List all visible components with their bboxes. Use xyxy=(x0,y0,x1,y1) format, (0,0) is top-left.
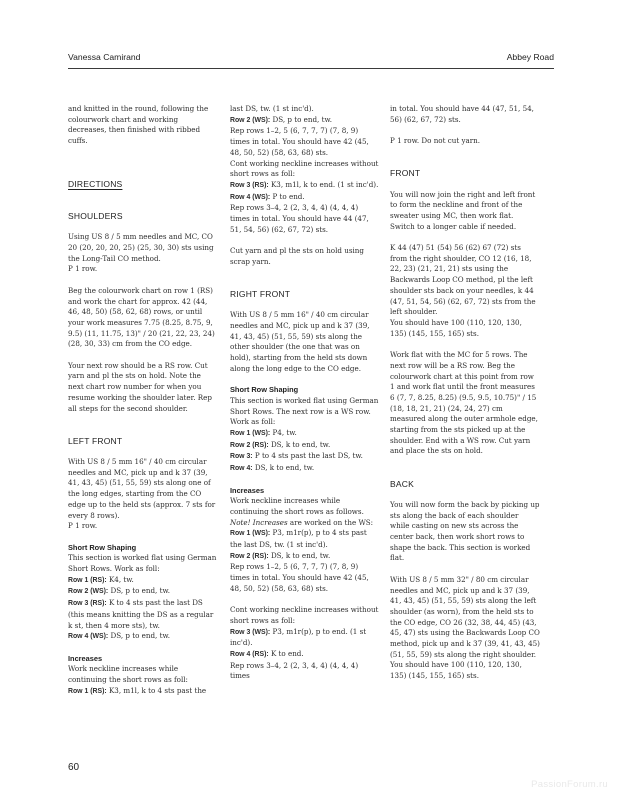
continue-instruction: Cont working neckline increases without short rows as foll: xyxy=(230,158,379,179)
row-text: K3, m1l, k to 4 sts past the xyxy=(106,685,207,695)
row-text: K3, m1l, k to end. (1 st inc'd). xyxy=(268,179,379,189)
short-row-intro: This section is worked flat using German Short Rows. The next row is a WS row. Work as foll: xyxy=(230,395,379,427)
row-text: P3, m1r(p), p to end. (1 st inc'd). xyxy=(230,626,367,648)
directions-heading: DIRECTIONS xyxy=(68,178,123,189)
short-row-intro: This section is worked flat using German Short Rows. Work as foll: xyxy=(68,553,217,574)
shoulders-purl-row: P 1 row. xyxy=(68,264,98,274)
row-instruction xyxy=(68,631,218,643)
designer-name: Vanessa Camirand xyxy=(68,52,141,62)
left-front-paragraph: With US 8 / 5 mm 16" / 40 cm circular needles and MC, pick up and k 37 (39, 41, 43, 45) (51, 55, 59) sts along one of the long edges, starting from the CO edge up to the held sts (approx. 7 sts for every 8 rows). xyxy=(68,457,216,520)
left-front-purl-row: P 1 row. xyxy=(68,521,98,531)
row-text: P4, tw. xyxy=(270,428,297,438)
increases-text: Work neckline increases while continuing the short rows as follows. xyxy=(230,496,364,516)
row-instruction xyxy=(230,463,380,475)
front-heading: FRONT xyxy=(390,168,421,179)
pattern-name: Abbey Road xyxy=(506,52,554,62)
row-label: Row 3: xyxy=(230,453,253,461)
repeat-instruction: Rep rows 1–2, 5 (6, 7, 7, 7) (7, 8, 9) times in total. You should have 42 (45, 48, 50, 52) (58, 63, 68) sts. xyxy=(230,562,369,593)
row-instruction xyxy=(68,686,218,698)
row-label: Row 2 (WS): xyxy=(230,116,271,124)
row-instruction xyxy=(230,528,380,550)
column-2 xyxy=(230,104,380,682)
row-text: DS, p to end, tw. xyxy=(270,114,332,124)
increases-heading: Increases xyxy=(230,485,265,495)
row-instruction xyxy=(230,428,380,440)
column-3 xyxy=(390,104,540,682)
increases-text: are worked on the WS: xyxy=(287,517,374,527)
short-row-shaping-heading: Short Row Shaping xyxy=(230,385,299,395)
page-number: 60 xyxy=(68,762,80,773)
row-label: Row 4: xyxy=(230,465,253,473)
row-instruction xyxy=(230,192,380,204)
row-label: Row 1 (RS): xyxy=(68,687,107,695)
row-label: Row 1 (RS): xyxy=(68,576,107,584)
increases-intro: Work neckline increases while continuing the short rows as foll: xyxy=(68,664,188,685)
row-instruction xyxy=(68,598,218,631)
row-label: Row 4 (WS): xyxy=(68,633,109,641)
short-row-shaping-heading: Short Row Shaping xyxy=(68,542,137,552)
row-text: DS, k to end, tw. xyxy=(268,550,331,560)
column-1 xyxy=(68,104,218,698)
continued-text: last DS, tw. (1 st inc'd). xyxy=(230,104,314,113)
row-label: Row 3 (WS): xyxy=(230,628,271,636)
shoulders-heading: SHOULDERS xyxy=(68,210,123,221)
back-pickup-paragraph: With US 8 / 5 mm 32" / 80 cm circular needles and MC, pick up and k 37 (39, 41, 43, 45) (51, 55, 59) sts along the left shoulder (as worn), from the held sts to the CO edge, CO 26 (32, 38, 44, 45) (43, 45, 47) sts using the Backwards Loop CO method, pick up and k 37 (39, 41, 43, 45) (51, 55, 59) sts along the right shoulder. You should have 100 (110, 120, 130, 135) (145, 155, 165) sts. xyxy=(390,574,540,681)
row-instruction xyxy=(230,180,380,192)
left-front-heading: LEFT FRONT xyxy=(68,435,123,446)
back-intro-paragraph: You will now form the back by picking up sts along the back of each shoulder while casting on new sts across the center back, then work short rows to shape the back. This section is worked flat. xyxy=(390,499,540,563)
row-instruction xyxy=(230,649,380,661)
row-instruction xyxy=(68,575,218,587)
row-label: Row 3 (RS): xyxy=(230,181,269,189)
increases-intro xyxy=(230,496,380,528)
row-text: DS, k to end, tw. xyxy=(252,463,315,473)
row-instruction xyxy=(230,440,380,452)
back-heading: BACK xyxy=(390,478,414,489)
front-knit-paragraph: K 44 (47) 51 (54) 56 (62) 67 (72) sts from the right shoulder, CO 12 (16, 18, 22, 23) (21, 21, 21) sts using the Backwards Loop CO method, pl the left shoulder sts back on your needles, k 44 (47, 51, 54, 56) (62, 67, 72) sts from the left shoulder. xyxy=(390,243,536,317)
row-label: Row 1 (WS): xyxy=(230,430,271,438)
row-text: P3, m1r(p), p to 4 sts past the last DS, tw. (1 st inc'd). xyxy=(230,528,367,550)
row-label: Row 1 (WS): xyxy=(230,530,271,538)
row-instruction xyxy=(68,586,218,598)
shoulders-chart-paragraph: Beg the colourwork chart on row 1 (RS) and work the chart for approx. 42 (44, 46, 48, 50) (58, 62, 68) rows, or until your work measures 7.75 (8.25, 8.75, 9, 9.5) (11, 11.75, 13)" / 20 (21, 22, 23, 24) (28, 30, 33) cm from the CO edge. xyxy=(68,285,215,349)
row-label: Row 2 (RS): xyxy=(230,552,269,560)
row-instruction xyxy=(230,627,380,649)
row-instruction xyxy=(230,451,380,463)
intro-paragraph: and knitted in the round, following the colourwork chart and working decreases, then finished with ribbed cuffs. xyxy=(68,104,209,146)
shoulders-paragraph: Using US 8 / 5 mm needles and MC, CO 20 (20, 20, 20, 25) (25, 30, 30) sts using the Long-Tail CO method. xyxy=(68,232,214,263)
row-text: P to end. xyxy=(270,191,305,201)
right-front-paragraph: With US 8 / 5 mm 16" / 40 cm circular needles and MC, pick up and k 37 (39, 41, 43, 45) (51, 55, 59) sts along the other shoulder (the one that was on hold), starting from the held sts down along the long edge to the CO edge. xyxy=(230,310,370,373)
row-label: Row 2 (WS): xyxy=(68,588,109,596)
increases-heading: Increases xyxy=(68,653,103,663)
row-label: Row 4 (RS): xyxy=(230,651,269,659)
purl-row-instruction: P 1 row. Do not cut yarn. xyxy=(390,136,481,146)
header-rule xyxy=(68,68,554,69)
front-join-paragraph: You will now join the right and left front to form the neckline and front of the sweater using MC, then work flat. Switch to a longer cable if needed. xyxy=(390,189,536,231)
note-text: Note! Increases xyxy=(230,517,288,527)
row-text: DS, k to end, tw. xyxy=(268,439,331,449)
repeat-instruction: Rep rows 3–4, 2 (2, 3, 4, 4) (4, 4, 4) times xyxy=(230,660,359,681)
row-text: K to end. xyxy=(268,649,304,659)
row-text: P to 4 sts past the last DS, tw. xyxy=(252,451,363,461)
row-text: DS, p to end, tw. xyxy=(108,631,170,641)
row-text: K4, tw. xyxy=(106,574,134,584)
right-front-heading: RIGHT FRONT xyxy=(230,288,291,299)
repeat-instruction: Rep rows 3–4, 2 (2, 3, 4, 4) (4, 4, 4) times in total. You should have 44 (47, 51, 54, 56) (62, 67, 72) sts. xyxy=(230,203,369,234)
row-text: K to 4 sts past the last DS (this means knitting the DS as a regular k st, then 4 more sts), tw. xyxy=(68,598,214,630)
row-instruction xyxy=(230,551,380,563)
row-label: Row 3 (RS): xyxy=(68,600,107,608)
watermark: PassionForum.ru xyxy=(531,779,608,790)
row-label: Row 2 (RS): xyxy=(230,441,269,449)
row-instruction xyxy=(230,115,380,127)
shoulders-hold-paragraph: Your next row should be a RS row. Cut yarn and pl the sts on hold. Note the next chart row number for when you resume working the shoulder later. Rep all steps for the second shoulder. xyxy=(68,360,212,413)
front-stitch-count: You should have 100 (110, 120, 130, 135) (145, 155, 165) sts. xyxy=(390,318,522,338)
front-chart-paragraph: Work flat with the MC for 5 rows. The next row will be a RS row. Beg the colourwork chart at this point from row 1 and work flat until the front measures 6 (7, 7, 8.25, 8.25) (9.5, 9.5, 10.75)" / 15 (18, 18, 21, 21) (24, 24, 27) cm measured along the outer armhole edge, starting from the sts picked up at the shoulder. End with a WS row. Cut yarn and place the sts on hold. xyxy=(390,350,538,456)
cut-yarn-instruction: Cut yarn and pl the sts on hold using scrap yarn. xyxy=(230,246,364,266)
continue-instruction: Cont working neckline increases without short rows as foll: xyxy=(230,605,379,625)
continued-text: in total. You should have 44 (47, 51, 54, 56) (62, 67, 72) sts. xyxy=(390,104,534,124)
row-label: Row 4 (WS): xyxy=(230,193,271,201)
repeat-instruction: Rep rows 1–2, 5 (6, 7, 7, 7) (7, 8, 9) times in total. You should have 42 (45, 48, 50, 52) (58, 63, 68) sts. xyxy=(230,126,369,157)
row-text: DS, p to end, tw. xyxy=(108,586,170,596)
